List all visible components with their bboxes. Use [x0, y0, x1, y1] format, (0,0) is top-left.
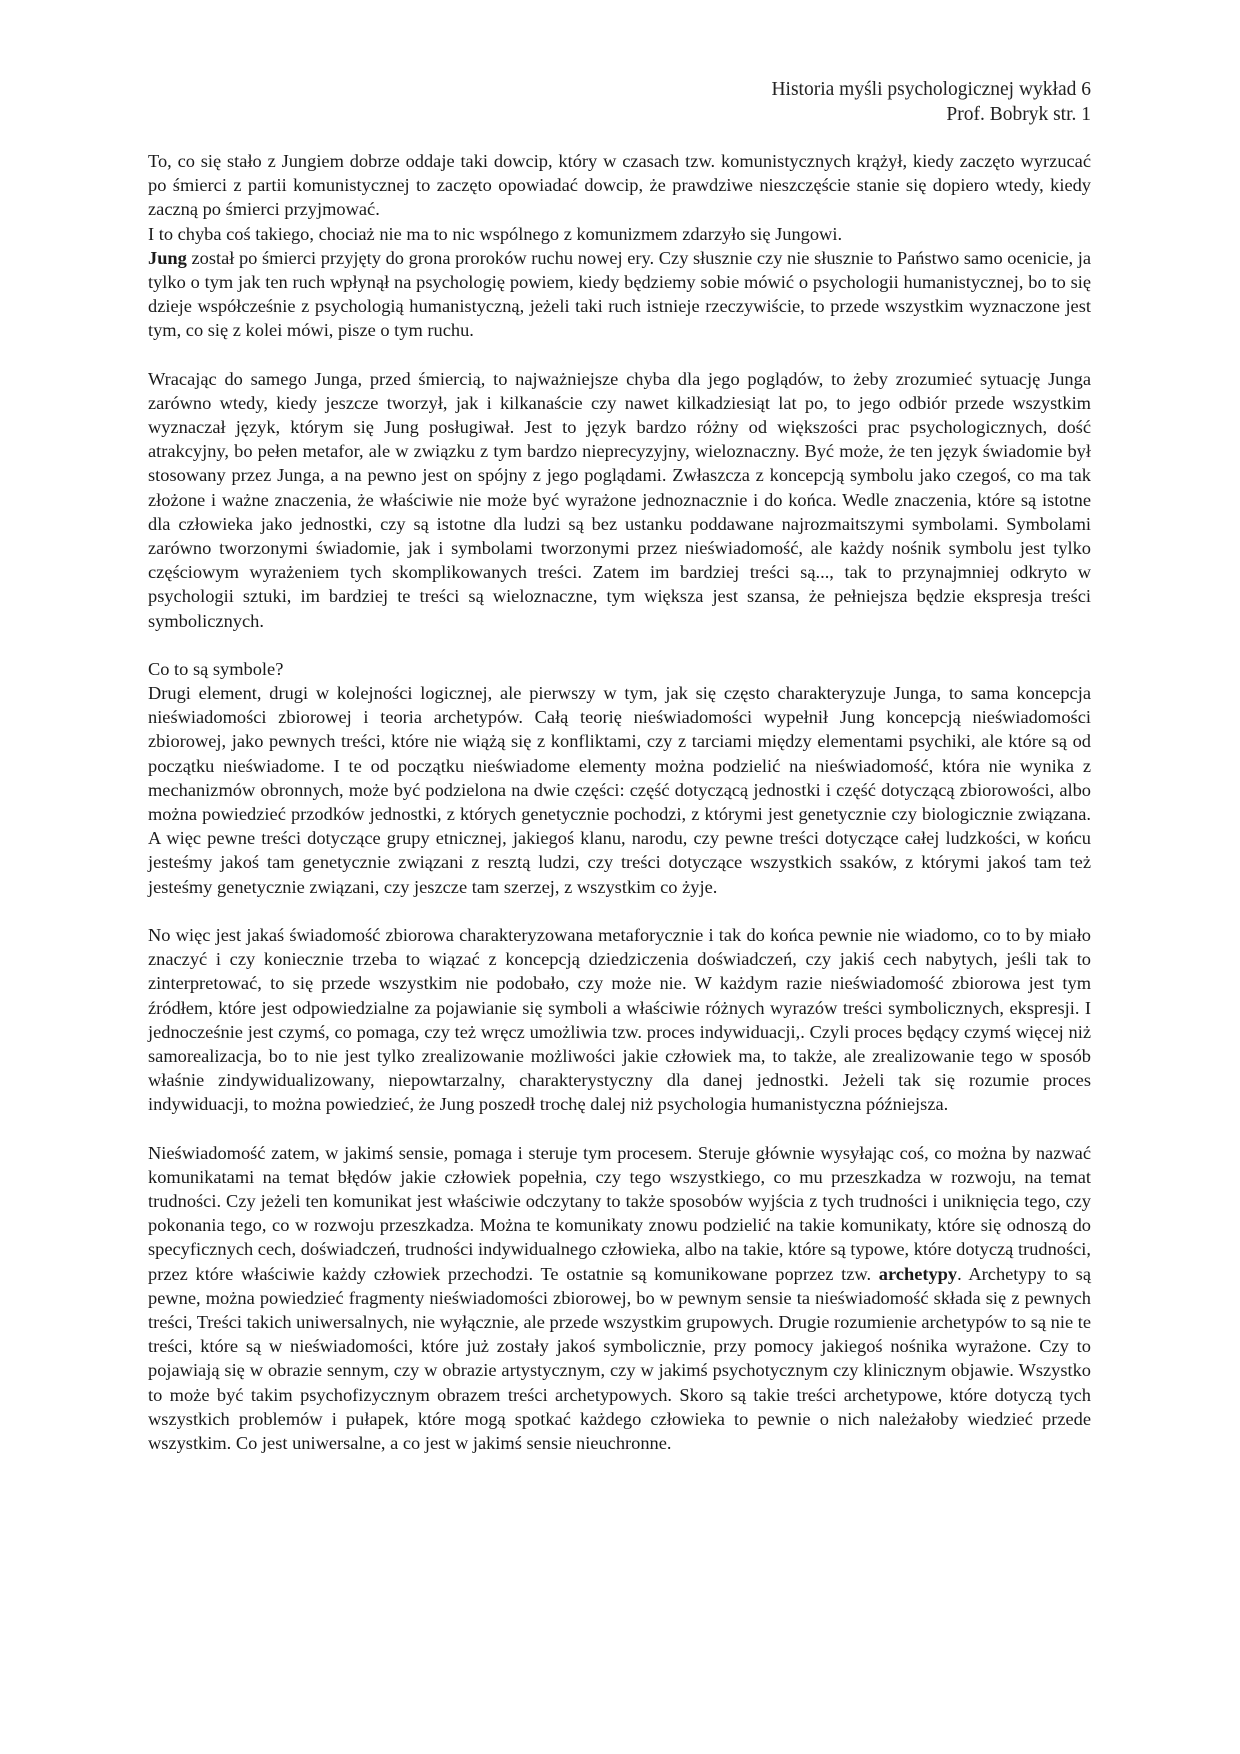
lecture-text: [148, 149, 1091, 1455]
header-lecturer-page: Prof. Bobryk str. 1: [946, 104, 1091, 125]
paragraph-collective-unconscious: Drugi element, drugi w kolejności logicznej, ale pierwszy w tym, jak się często charakteryzuje Junga, to sama koncepcja nieświadomości zbiorowej i teoria archetypów. Całą teorię nieświadomości wypełnił Jung koncepcją nieświadomości zbiorowej, jako pewnych treści, które nie wiążą się z konfliktami, czy z tarciami między elementami psychiki, ale które są od początku nieświadome. I te od początku nieświadome elementy można podzielić na nieświadomość, która nie wynika z mechanizmów obronnych, może być podzielona na dwie części: część dotyczącą jednostki i część dotyczącą zbiorowości, albo można powiedzieć przodków jednostki, z których genetycznie pochodzi, z którymi jest genetycznie czy biologicznie związana. A więc pewne treści dotyczące grupy etnicznej, jakiegoś klanu, narodu, czy pewne treści dotyczące całej ludzkości, w końcu jesteśmy jakoś tam genetycznie związani z resztą ludzi, czy treści dotyczące wszystkich ssaków, z którymi jakoś tam też jesteśmy genetycznie związani, czy jeszcze tam szerzej, z wszystkim co żyje.: [148, 683, 1091, 897]
paragraph-new-age-text: został po śmierci przyjęty do grona proroków ruchu nowej ery. Czy słusznie czy nie słusznie to Państwo samo ocenicie, ja tylko o tym jak ten ruch wpłynął na psychologię powiem, kiedy będziemy sobie mówić o psychologii humanistycznej, bo to się dzieje współcześnie z psychologią humanistyczną, jeżeli taki ruch istnieje rzeczywiście, to przede wszystkim wyznaczone jest tym, co się z kolei mówi, pisze o tym ruchu.: [148, 247, 1091, 341]
paragraph-spacer: [148, 633, 1091, 657]
paragraph-archetypes-text-a: Nieświadomość zatem, w jakimś sensie, pomaga i steruje tym procesem. Steruje głównie wysyłając coś, co można by nazwać komunikatami na temat błędów jakie człowiek popełnia, czy tego wszystkiego, co mu przeszkadza w rozwoju, na temat trudności. Czy jeżeli ten komunikat jest właściwie odczytany to także sposobów wyjścia z tych trudności i uniknięcia tego, czy pokonania tego, co w rozwoju przeszkadza. Można te komunikaty znowu podzielić na takie komunikaty, które się odnoszą do specyficznych cech, doświadczeń, trudności indywidualnego człowieka, albo na takie, które są typowe, które dotyczą trudności, przez które właściwie każdy człowiek przechodzi. Te ostatnie są komunikowane poprzez tzw.: [148, 1142, 1091, 1284]
bold-term-archetypes: archetypy: [878, 1263, 958, 1284]
paragraph-individuation: No więc jest jakaś świadomość zbiorowa charakteryzowana metaforycznie i tak do końca pewnie nie wiadomo, co to by miało znaczyć i czy koniecznie trzeba to wiązać z koncepcją dziedziczenia doświadczeń, czy jakiś cech nabytych, jeśli tak to zinterpretować, to się przede wszystkim nie podobało, czy może nie. W każdym razie nieświadomość zbiorowa jest tym źródłem, które jest odpowiedzialne za pojawianie się symboli a właściwie różnych wyrazów treści symbolicznych, ekspresji. I jednocześnie jest czymś, co pomaga, czy też wręcz umożliwia tzw. proces indywiduacji,. Czyli proces będący czymś więcej niż samorealizacja, bo to nie jest tylko zrealizowanie możliwości jakie człowiek ma, to także, ale zrealizowanie tego w sposób właśnie zindywidualizowany, niepowtarzalny, charakterystyczny dla danej jednostki. Jeżeli tak się rozumie proces indywiduacji, to można powiedzieć, że Jung poszedł trochę dalej niż psychologia humanistyczna późniejsza.: [148, 924, 1091, 1115]
header-course-title: Historia myśli psychologicznej wykład 6: [771, 79, 1091, 100]
paragraph-language: Wracając do samego Junga, przed śmiercią, to najważniejsze chyba dla jego poglądów, to żeby zrozumieć sytuację Junga zarówno wtedy, kiedy jeszcze tworzył, jak i kilkanaście czy nawet kilkadziesiąt lat po, to jego odbiór przede wszystkim wyznaczał język, którym się Jung posługiwał. Jest to język bardzo różny od większości prac psychologicznych, dość atrakcyjny, bo pełen metafor, ale w związku z tym bardzo nieprecyzyjny, wieloznaczny. Być może, że ten język świadomie był stosowany przez Junga, a na pewno jest on spójny z jego poglądami. Zwłaszcza z koncepcją symbolu jako czegoś, co ma tak złożone i ważne znaczenia, że właściwie nie może być wyrażone jednoznacznie i do końca. Wedle znaczenia, które są istotne dla człowieka jako jednostki, czy są istotne dla ludzi są bez ustanku poddawane najrozmaitszymi symbolami. Symbolami zarówno tworzonymi świadomie, jak i symbolami tworzonymi przez nieświadomość, ale każdy nośnik symbolu jest tylko częściowym wyrażeniem tych skomplikowanych treści. Zatem im bardziej treści są..., tak to przynajmniej odkryto w psychologii sztuki, im bardziej te treści są wieloznaczne, tym większa jest szansa, że pełniejsza będzie ekspresja treści symbolicznych.: [148, 368, 1091, 631]
paragraph-spacer: [148, 343, 1091, 367]
paragraph-archetypes: [148, 1141, 1091, 1456]
paragraph-jung-intro: I to chyba coś takiego, chociaż nie ma to nic wspólnego z komunizmem zdarzyło się Jungowi.: [148, 223, 843, 244]
paragraph-spacer: [148, 1117, 1091, 1141]
bold-term-jung: Jung: [148, 247, 187, 268]
section-question: Co to są symbole?: [148, 658, 284, 679]
paragraph-spacer: [148, 899, 1091, 923]
page-header: [771, 77, 1091, 127]
paragraph-joke: To, co się stało z Jungiem dobrze oddaje taki dowcip, który w czasach tzw. komunistycznych krążył, kiedy zaczęto wyrzucać po śmierci z partii komunistycznej to zaczęto opowiadać dowcip, że prawdziwe nieszczęście stanie się dopiero wtedy, kiedy zaczną po śmierci przyjmować.: [148, 151, 1091, 220]
paragraph-new-age: [148, 246, 1091, 343]
paragraph-archetypes-text-b: . Archetypy to są pewne, można powiedzieć fragmenty nieświadomości zbiorowej, bo w pewnym sensie ta nieświadomość składa się z pewnych treści, Treści takich uniwersalnych, nie wyłącznie, ale przede wszystkim grupowych. Drugie rozumienie archetypów to są nie te treści, które są w nieświadomości, które już zostały jakoś symbolicznie, przy pomocy jakiegoś nośnika wyrażone. Czy to pojawiają się w obrazie sennym, czy w obrazie artystycznym, czy w jakimś psychotycznym czy klinicznym objawie. Wszystko to może być takim psychofizycznym obrazem treści archetypowych. Skoro są takie treści archetypowe, które dotyczą tych wszystkich problemów i pułapek, które mogą spotkać każdego człowieka to pewnie o nich należałoby wiedzieć przede wszystkim. Co jest uniwersalne, a co jest w jakimś sensie nieuchronne.: [148, 1263, 1091, 1453]
